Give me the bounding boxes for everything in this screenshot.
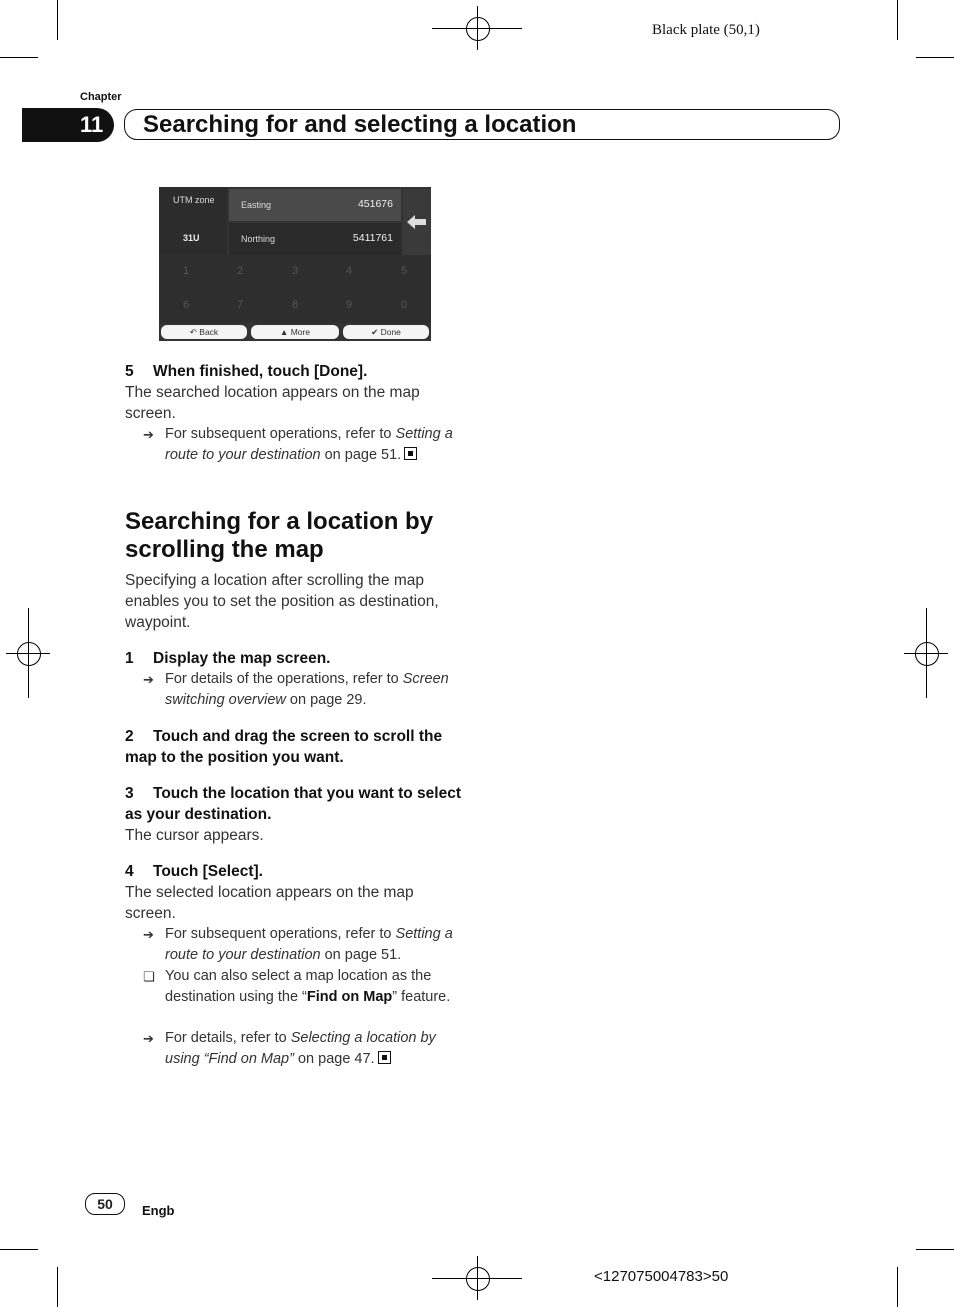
backspace-icon bbox=[407, 215, 427, 229]
number-keypad bbox=[159, 255, 431, 323]
cross-reference-link[interactable]: Setting a route to your destination bbox=[165, 426, 453, 463]
backspace-key[interactable] bbox=[403, 189, 431, 255]
step-4-heading: 4 Touch [Select]. bbox=[125, 863, 263, 880]
checkbox-bullet-icon: ❏ bbox=[143, 969, 155, 984]
arrow-bullet-icon: ➔ bbox=[143, 427, 154, 442]
key-5[interactable]: 5 bbox=[400, 265, 408, 277]
step-1-note: ➔ For details of the operations, refer to Screen switching overview on page 29. bbox=[143, 671, 449, 708]
crop-mark bbox=[57, 1267, 58, 1307]
crop-mark bbox=[0, 1249, 38, 1250]
key-7[interactable]: 7 bbox=[236, 299, 244, 311]
up-chevron-icon: ▲ bbox=[279, 327, 291, 337]
back-arrow-icon: ↶ bbox=[189, 327, 200, 337]
step-1-heading: 1 Display the map screen. bbox=[125, 650, 331, 667]
plate-label: Black plate (50,1) bbox=[652, 22, 760, 38]
utm-zone-value: 31U bbox=[183, 233, 200, 243]
cross-reference-link[interactable]: Selecting a location by using “Find on Map” bbox=[165, 1030, 436, 1067]
language-code: Engb bbox=[142, 1203, 175, 1218]
step-3-heading: 3 Touch the location that you want to select as your destination. bbox=[125, 785, 462, 823]
step-2-heading: 2 Touch and drag the screen to scroll the map to the position you want. bbox=[125, 728, 443, 766]
end-mark-icon bbox=[378, 1051, 391, 1064]
northing-field[interactable] bbox=[229, 223, 401, 255]
crop-mark bbox=[916, 1249, 954, 1250]
more-button[interactable]: ▲ More bbox=[251, 325, 339, 339]
end-mark-icon bbox=[404, 447, 417, 460]
crop-mark bbox=[916, 57, 954, 58]
section-intro: Specifying a location after scrolling the map enables you to set the position as destination, waypoint. bbox=[125, 572, 439, 631]
step-4-note-2: ❏ You can also select a map location as the destination using the “Find on Map” feature. bbox=[143, 968, 451, 1005]
utm-zone-label: UTM zone bbox=[173, 195, 215, 205]
key-2[interactable]: 2 bbox=[236, 265, 244, 277]
registration-circle bbox=[915, 642, 939, 666]
key-1[interactable]: 1 bbox=[182, 265, 190, 277]
chapter-number: 11 bbox=[80, 112, 104, 137]
page-number: 50 bbox=[85, 1193, 125, 1215]
arrow-bullet-icon: ➔ bbox=[143, 927, 154, 942]
registration-circle bbox=[466, 17, 490, 41]
chapter-title-bar bbox=[124, 109, 840, 140]
document-code: <127075004783>50 bbox=[594, 1268, 729, 1285]
cross-reference-link[interactable]: Setting a route to your destination bbox=[165, 926, 453, 963]
step-4-note-1: ➔ For subsequent operations, refer to Setting a route to your destination on page 51. bbox=[143, 926, 453, 963]
easting-label: Easting bbox=[241, 200, 272, 210]
step-5-body: The searched location appears on the map screen. bbox=[125, 384, 420, 422]
registration-circle bbox=[17, 642, 41, 666]
easting-field[interactable] bbox=[229, 189, 401, 221]
crop-mark bbox=[0, 57, 38, 58]
step-5-heading: 5 When finished, touch [Done]. bbox=[125, 363, 368, 380]
check-icon: ✔ bbox=[371, 327, 381, 337]
registration-circle bbox=[466, 1267, 490, 1291]
crop-mark bbox=[57, 0, 58, 40]
key-6[interactable]: 6 bbox=[182, 299, 190, 311]
arrow-bullet-icon: ➔ bbox=[143, 1031, 154, 1046]
utm-zone-panel bbox=[159, 187, 227, 255]
step-4-body: The selected location appears on the map screen. bbox=[125, 884, 414, 922]
section-heading: Searching for a location by scrolling the map bbox=[125, 508, 434, 563]
crop-mark bbox=[897, 0, 898, 40]
chapter-label: Chapter bbox=[80, 91, 122, 103]
back-button[interactable]: ↶ Back bbox=[161, 325, 247, 339]
northing-value: 5411761 bbox=[352, 232, 393, 244]
key-4[interactable]: 4 bbox=[345, 265, 353, 277]
step-3-body: The cursor appears. bbox=[125, 827, 264, 844]
crop-mark bbox=[897, 1267, 898, 1307]
key-3[interactable]: 3 bbox=[291, 265, 299, 277]
cross-reference-link[interactable]: Screen switching overview bbox=[165, 671, 449, 708]
chapter-title: Searching for and selecting a location bbox=[143, 111, 577, 138]
easting-value: 451676 bbox=[357, 198, 393, 210]
step-4-note-3: ➔ For details, refer to Selecting a location by using “Find on Map” on page 47. bbox=[143, 1030, 436, 1067]
step-5-note: ➔ For subsequent operations, refer to Setting a route to your destination on page 51. bbox=[143, 426, 453, 463]
key-8[interactable]: 8 bbox=[291, 299, 299, 311]
done-button[interactable]: ✔ Done bbox=[343, 325, 429, 339]
chapter-number-badge bbox=[22, 108, 114, 142]
key-0[interactable]: 0 bbox=[400, 299, 408, 311]
arrow-bullet-icon: ➔ bbox=[143, 672, 154, 687]
utm-entry-screenshot bbox=[159, 187, 431, 341]
northing-label: Northing bbox=[241, 234, 276, 244]
key-9[interactable]: 9 bbox=[345, 299, 353, 311]
